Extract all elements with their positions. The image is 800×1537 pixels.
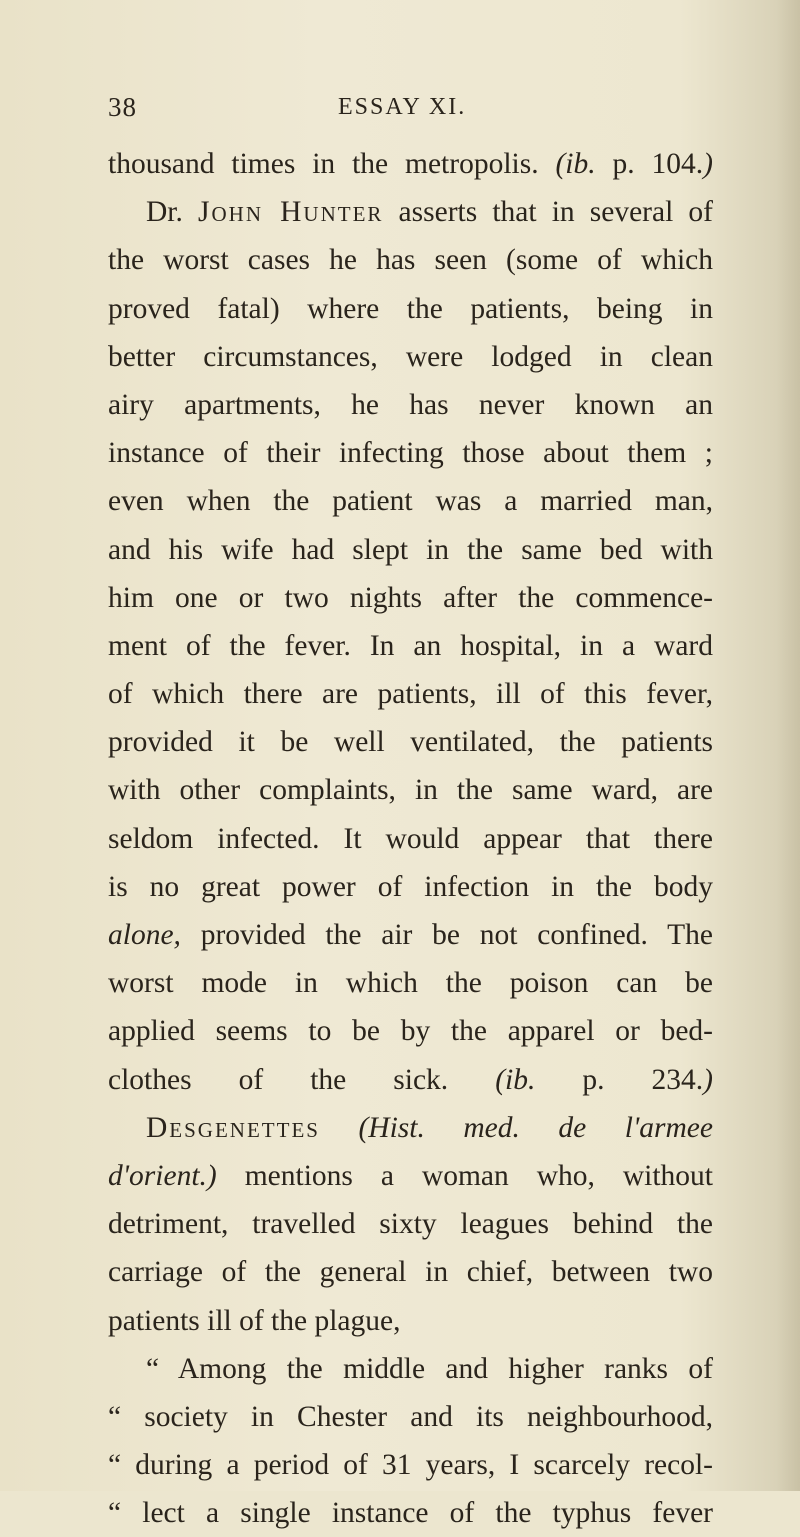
text-line: [108, 1297, 713, 1345]
text-line: [108, 815, 713, 863]
text-line: [108, 959, 713, 1007]
text-run: applied seems to be by the apparel or bed-: [108, 1015, 713, 1048]
text-line: [108, 574, 713, 622]
text-line: [108, 333, 713, 381]
text-run: Dr.: [146, 196, 199, 229]
text-run: asserts that in several of: [383, 196, 714, 229]
text-run: even when the patient was a married man,: [108, 485, 713, 518]
text-line: [108, 188, 713, 236]
text-run: provided it be well ventilated, the patients: [108, 726, 713, 759]
text-run: “ Among the middle and higher ranks of: [146, 1352, 713, 1385]
text-run: thousand times in the metropolis.: [108, 148, 556, 180]
text-run: with other complaints, in the same ward, are: [108, 774, 713, 807]
text-line: [108, 1056, 713, 1104]
text-run: provided the air be not confined. The: [180, 919, 713, 951]
running-head: ESSAY XI.: [338, 94, 467, 120]
body-text: [108, 140, 713, 1537]
page-number: 38: [108, 92, 137, 122]
italic-run: ): [703, 1063, 713, 1096]
text-line: [108, 670, 713, 718]
text-run: mentions a woman who, without: [216, 1159, 713, 1192]
italic-run: (ib.: [555, 148, 596, 180]
text-run: seldom infected. It would appear that there: [108, 822, 713, 855]
text-line: [108, 1441, 713, 1489]
text-run: ment of the fever. In an hospital, in a ward: [108, 629, 713, 662]
small-caps-run: John Hunter: [198, 196, 384, 229]
text-line: [108, 1345, 713, 1393]
text-run: patients ill of the plague,: [108, 1304, 401, 1337]
text-line: [108, 1152, 713, 1200]
text-line: [108, 236, 713, 284]
text-line: [108, 1200, 713, 1248]
text-line: [108, 477, 713, 525]
text-line: [108, 766, 713, 814]
text-run: airy apartments, he has never known an: [108, 388, 713, 421]
text-run: and his wife had slept in the same bed with: [108, 533, 713, 566]
italic-run: alone,: [108, 919, 181, 951]
text-run: the worst cases he has seen (some of which: [108, 244, 713, 277]
italic-run: d'orient.): [108, 1159, 217, 1192]
text-line: [108, 285, 713, 333]
text-run: p. 234.: [535, 1063, 704, 1096]
text-run: of which there are patients, ill of this fever,: [108, 678, 713, 711]
text-run: is no great power of infection in the body: [108, 870, 713, 903]
text-line: [108, 140, 713, 188]
text-line: [108, 911, 713, 959]
text-line: [108, 526, 713, 574]
text-run: carriage of the general in chief, between two: [108, 1256, 713, 1289]
text-run: worst mode in which the poison can be: [108, 967, 713, 1000]
text-line: [108, 1489, 713, 1537]
text-run: better circumstances, were lodged in clean: [108, 340, 713, 373]
text-line: [108, 1248, 713, 1296]
text-line: [108, 863, 713, 911]
text-line: [108, 1393, 713, 1441]
text-run: “ lect a single instance of the typhus fever: [108, 1497, 713, 1530]
italic-run: ): [703, 148, 713, 180]
text-run: clothes of the sick.: [108, 1063, 496, 1096]
italic-run: (ib.: [495, 1063, 536, 1096]
italic-run: (Hist. med. de l'armee: [358, 1111, 713, 1144]
page-header: [108, 92, 668, 132]
text-line: [108, 1007, 713, 1055]
text-line: [108, 622, 713, 670]
text-line: [108, 1104, 713, 1152]
text-line: [108, 429, 713, 477]
text-run: him one or two nights after the commence-: [108, 581, 713, 614]
small-caps-run: Desgenettes: [146, 1111, 320, 1144]
text-line: [108, 381, 713, 429]
text-run: “ society in Chester and its neighbourhood,: [108, 1400, 713, 1433]
text-run: p. 104.: [595, 148, 704, 180]
text-run: [320, 1112, 359, 1144]
text-run: proved fatal) where the patients, being in: [108, 292, 713, 325]
text-run: instance of their infecting those about them ;: [108, 437, 713, 470]
text-line: [108, 718, 713, 766]
text-run: detriment, travelled sixty leagues behind the: [108, 1208, 713, 1241]
text-run: “ during a period of 31 years, I scarcely recol-: [108, 1449, 713, 1482]
